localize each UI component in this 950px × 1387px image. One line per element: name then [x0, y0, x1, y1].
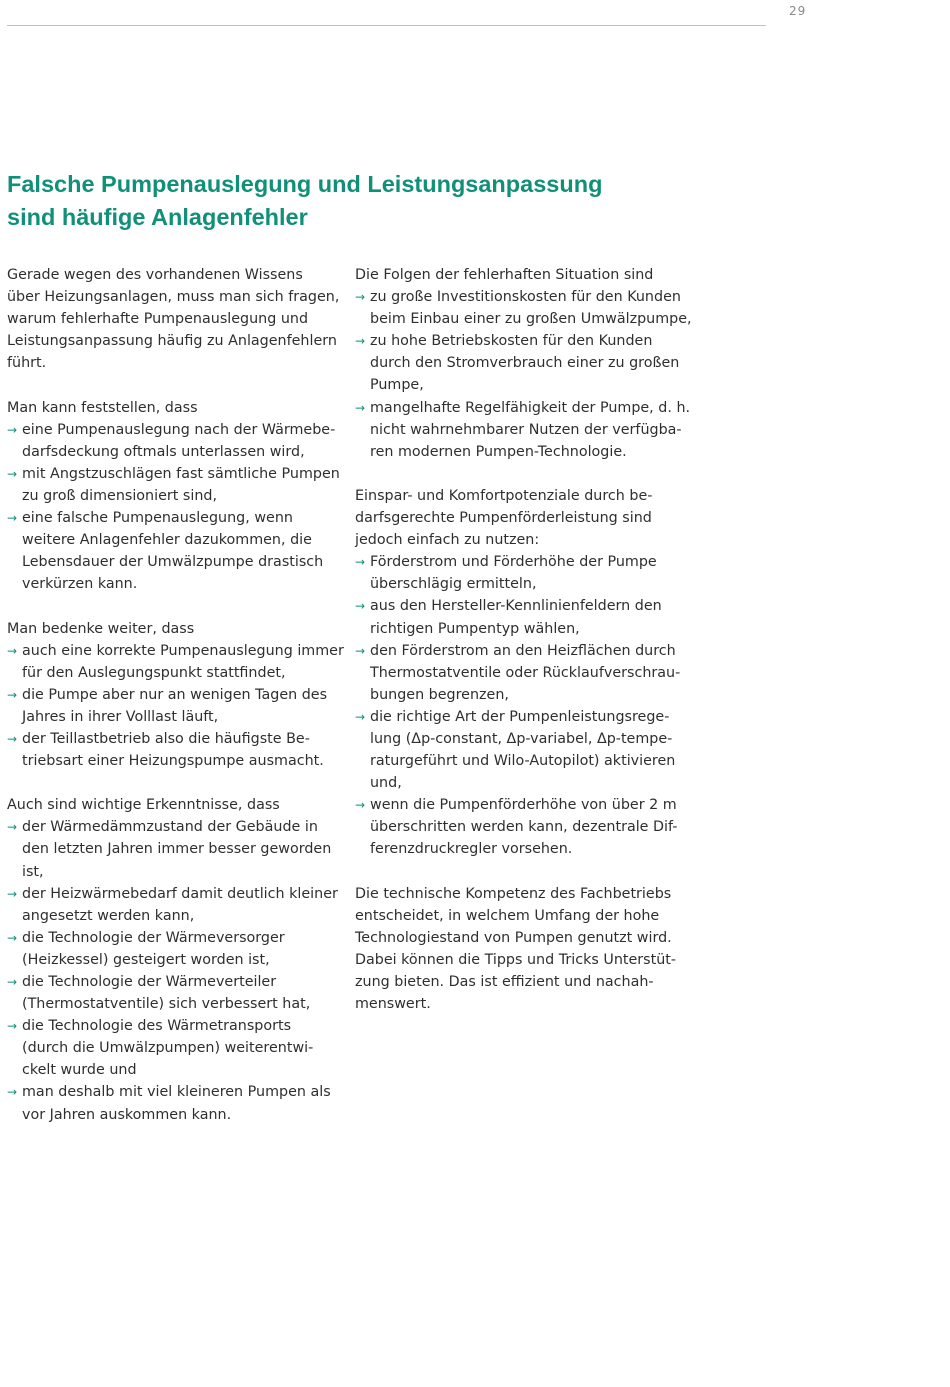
- bullet-item: [355, 595, 695, 639]
- bullet-line: richtigen Pumpentyp wählen,: [370, 620, 580, 637]
- bullet-line: (Heizkessel) gesteigert worden ist,: [22, 951, 270, 968]
- bullet-line: zu groß dimensioniert sind,: [22, 487, 218, 504]
- bullet-item: [7, 640, 342, 684]
- bullet-line: ckelt wurde und: [22, 1062, 137, 1079]
- arrow-right-icon: →: [355, 599, 366, 614]
- arrow-right-icon: →: [355, 555, 366, 570]
- bullet-line: den Förderstrom an den Heizflächen durch: [370, 642, 676, 659]
- paragraph: [7, 618, 342, 773]
- bullet-item: [7, 1081, 342, 1125]
- arrow-right-icon: →: [355, 290, 366, 305]
- bullet-line: darfsdeckung oftmals unterlassen wird,: [22, 443, 305, 460]
- page-title: [7, 168, 627, 234]
- bullet-line: und,: [370, 775, 402, 792]
- paragraph: [355, 264, 695, 463]
- arrow-right-icon: →: [355, 400, 366, 415]
- bullet-line: eine falsche Pumpenauslegung, wenn: [22, 510, 293, 527]
- bullet-line: beim Einbau einer zu großen Umwälzpumpe,: [370, 311, 692, 328]
- text-line: zung bieten. Das ist effizient und nachah-: [355, 974, 654, 990]
- bullet-line: verkürzen kann.: [22, 576, 138, 593]
- bullet-line: Thermostatventile oder Rücklaufverschrau-: [370, 664, 681, 681]
- arrow-right-icon: →: [7, 1019, 18, 1034]
- bullet-line: triebsart einer Heizungspumpe ausmacht.: [22, 753, 324, 770]
- text-line: entscheidet, in welchem Umfang der hohe: [355, 907, 660, 924]
- bullet-item: [355, 286, 695, 330]
- bullet-line: Förderstrom und Förderhöhe der Pumpe: [370, 554, 657, 571]
- bullet-line: weitere Anlagenfehler dazukommen, die: [22, 532, 312, 549]
- text-line: Auch sind wichtige Erkenntnisse, dass: [7, 797, 280, 814]
- arrow-right-icon: →: [7, 886, 18, 901]
- bullet-item: [7, 816, 342, 882]
- bullet-line: zu hohe Betriebskosten für den Kunden: [370, 333, 653, 350]
- bullet-line: lung (Δp-constant, Δp-variabel, Δp-tempe-: [370, 730, 673, 747]
- text-line: Die Folgen der fehlerhaften Situation sind: [355, 267, 654, 283]
- bullet-line: überschritten werden kann, dezentrale Dif-: [370, 819, 678, 836]
- bullet-line: raturgeführt und Wilo-Autopilot) aktivieren: [370, 753, 676, 770]
- paragraph: [7, 397, 342, 596]
- bullet-item: [7, 883, 342, 927]
- arrow-right-icon: →: [7, 930, 18, 945]
- bullet-line: Jahres in ihrer Volllast läuft,: [22, 708, 219, 725]
- bullet-line: durch den Stromverbrauch einer zu großen: [370, 355, 680, 372]
- arrow-right-icon: →: [7, 466, 18, 481]
- arrow-right-icon: →: [355, 334, 366, 349]
- bullet-line: die Technologie der Wärmeversorger: [22, 929, 285, 946]
- title-line: Falsche Pumpenauslegung und Leistungsanpassung: [7, 171, 603, 197]
- arrow-right-icon: →: [7, 820, 18, 835]
- text-line: Einspar- und Komfortpotenziale durch be-: [355, 487, 653, 504]
- bullet-line: ferenzdruckregler vorsehen.: [370, 841, 573, 858]
- bullet-item: [7, 684, 342, 728]
- bullet-line: Pumpe,: [370, 377, 424, 394]
- bullet-line: auch eine korrekte Pumpenauslegung immer: [22, 642, 344, 659]
- bullet-item: [7, 419, 342, 463]
- bullet-line: nicht wahrnehmbarer Nutzen der verfügba-: [370, 421, 682, 438]
- bullet-line: aus den Hersteller-Kennlinienfeldern den: [370, 598, 662, 615]
- bullet-line: (Thermostatventile) sich verbessert hat,: [22, 996, 311, 1013]
- text-line: jedoch einfach zu nutzen:: [355, 532, 540, 549]
- bullet-item: [7, 971, 342, 1015]
- bullet-item: [355, 640, 695, 706]
- arrow-right-icon: →: [355, 709, 366, 724]
- bullet-line: die Technologie des Wärmetransports: [22, 1018, 292, 1035]
- text-line: Man bedenke weiter, dass: [7, 620, 195, 637]
- left-column: [7, 264, 342, 1148]
- text-line: Technologiestand von Pumpen genutzt wird.: [355, 929, 672, 946]
- title-line: sind häufige Anlagenfehler: [7, 204, 308, 230]
- text-line: führt.: [7, 355, 47, 372]
- bullet-line: ren modernen Pumpen-Technologie.: [370, 443, 627, 460]
- header-rule: [7, 25, 766, 26]
- bullet-line: die Pumpe aber nur an wenigen Tagen des: [22, 686, 328, 703]
- bullet-item: [355, 551, 695, 595]
- bullet-line: man deshalb mit viel kleineren Pumpen als: [22, 1084, 331, 1101]
- bullet-item: [7, 728, 342, 772]
- bullet-line: die richtige Art der Pumpenleistungsrege-: [370, 708, 670, 725]
- text-line: Gerade wegen des vorhandenen Wissens: [7, 267, 303, 283]
- arrow-right-icon: →: [7, 643, 18, 658]
- bullet-line: überschlägig ermitteln,: [370, 576, 537, 593]
- text-line: warum fehlerhafte Pumpenauslegung und: [7, 311, 309, 328]
- paragraph: [7, 264, 342, 374]
- bullet-line: die Technologie der Wärmeverteiler: [22, 974, 277, 990]
- bullet-line: der Wärmedämmzustand der Gebäude in: [22, 819, 318, 836]
- bullet-line: (durch die Umwälzpumpen) weiterentwi-: [22, 1040, 314, 1057]
- paragraph: [355, 485, 695, 861]
- arrow-right-icon: →: [7, 511, 18, 526]
- bullet-line: bungen begrenzen,: [370, 686, 509, 703]
- bullet-item: [7, 507, 342, 595]
- bullet-item: [7, 1015, 342, 1081]
- arrow-right-icon: →: [7, 687, 18, 702]
- text-line: darfsgerechte Pumpenförderleistung sind: [355, 510, 652, 527]
- arrow-right-icon: →: [355, 798, 366, 813]
- bullet-item: [355, 706, 695, 794]
- paragraph: [355, 883, 695, 1016]
- bullet-item: [7, 463, 342, 507]
- bullet-item: [355, 397, 695, 463]
- bullet-line: mangelhafte Regelfähigkeit der Pumpe, d. h.: [370, 399, 691, 416]
- arrow-right-icon: →: [355, 643, 366, 658]
- bullet-item: [355, 330, 695, 396]
- bullet-line: der Teillastbetrieb also die häufigste Be-: [22, 730, 310, 747]
- text-line: Die technische Kompetenz des Fachbetriebs: [355, 885, 672, 902]
- bullet-line: den letzten Jahren immer besser geworden: [22, 841, 332, 858]
- bullet-line: eine Pumpenauslegung nach der Wärmebe-: [22, 421, 336, 438]
- arrow-right-icon: →: [7, 422, 18, 437]
- page-number: 29: [789, 4, 807, 18]
- arrow-right-icon: →: [7, 1085, 18, 1100]
- bullet-line: Lebensdauer der Umwälzpumpe drastisch: [22, 554, 324, 571]
- right-column: [355, 264, 695, 1037]
- bullet-line: mit Angstzuschlägen fast sämtliche Pumpen: [22, 465, 340, 482]
- text-line: Man kann feststellen, dass: [7, 399, 198, 416]
- text-line: über Heizungsanlagen, muss man sich fragen,: [7, 289, 340, 306]
- bullet-line: vor Jahren auskommen kann.: [22, 1106, 232, 1123]
- bullet-item: [7, 927, 342, 971]
- bullet-item: [355, 794, 695, 860]
- bullet-line: wenn die Pumpenförderhöhe von über 2 m: [370, 797, 677, 814]
- arrow-right-icon: →: [7, 975, 18, 989]
- bullet-line: der Heizwärmebedarf damit deutlich kleiner: [22, 885, 338, 902]
- bullet-line: angesetzt werden kann,: [22, 907, 195, 924]
- paragraph: [7, 794, 342, 1125]
- bullet-line: für den Auslegungspunkt stattfindet,: [22, 664, 286, 681]
- text-line: menswert.: [355, 996, 431, 1013]
- arrow-right-icon: →: [7, 731, 18, 746]
- bullet-line: ist,: [22, 863, 44, 880]
- text-line: Leistungsanpassung häufig zu Anlagenfehlern: [7, 333, 337, 350]
- bullet-line: zu große Investitionskosten für den Kunden: [370, 289, 681, 306]
- text-line: Dabei können die Tipps und Tricks Unterstüt-: [355, 951, 677, 968]
